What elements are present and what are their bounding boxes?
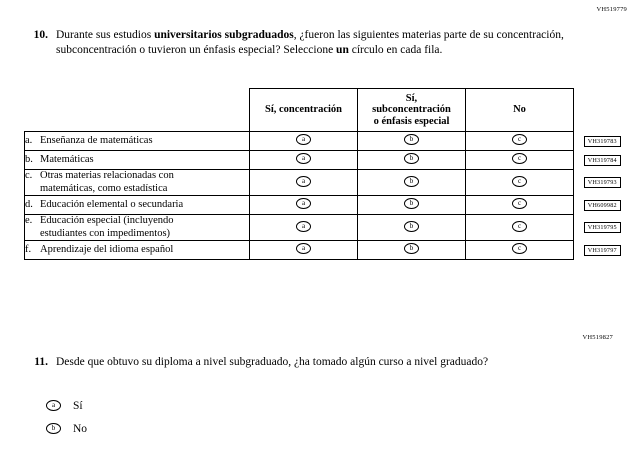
- question-10-matrix: [24, 88, 631, 260]
- q10-text-part3: círculo en cada fila.: [348, 43, 443, 56]
- row-label-f: [25, 241, 250, 260]
- matrix-header-sub-line3: o énfasis especial: [373, 115, 450, 127]
- row-letter-a: a.: [25, 134, 33, 146]
- matrix-header-no: No: [466, 89, 574, 132]
- row-text-c-line2: matemáticas, como estadística: [40, 182, 168, 194]
- matrix-header-subconcentracion: [358, 89, 466, 132]
- row-text-d: Educación elemental o secundaria: [40, 198, 184, 210]
- radio-bubble-icon[interactable]: b: [404, 153, 419, 164]
- radio-d-subconcentracion[interactable]: [358, 196, 466, 215]
- radio-bubble-icon[interactable]: a: [296, 243, 311, 254]
- row-code-a-text: VH319783: [584, 136, 621, 147]
- question-11-option-si-label: Sí: [73, 399, 83, 412]
- q10-text-part2: , ¿fueron las siguientes materias parte de su concentración, subconcentración o tuvieron un énfasis especial? Seleccione: [56, 29, 564, 56]
- row-text-f: Aprendizaje del idioma español: [40, 243, 174, 255]
- radio-bubble-icon[interactable]: b: [404, 198, 419, 209]
- row-letter-f: f.: [25, 243, 32, 255]
- radio-d-concentracion[interactable]: [250, 196, 358, 215]
- q10-text-part1: Durante sus estudios: [56, 29, 155, 41]
- radio-b-concentracion[interactable]: [250, 151, 358, 170]
- row-label-b: [25, 151, 250, 170]
- table-row: [25, 151, 631, 170]
- radio-bubble-icon[interactable]: a: [296, 198, 311, 209]
- row-text-c: Otras materias relacionadas con: [40, 170, 174, 181]
- row-label-c: [25, 170, 250, 196]
- row-text-b: Matemáticas: [40, 153, 94, 165]
- question-11-number: 11.: [34, 356, 48, 368]
- table-row: [25, 196, 631, 215]
- row-text-e-line2: estudiantes con impedimentos): [40, 227, 171, 239]
- radio-bubble-icon[interactable]: a: [296, 134, 311, 145]
- row-text-a: Enseñanza de matemáticas: [40, 134, 153, 146]
- matrix-header-row: [25, 89, 631, 132]
- question-10-block: [22, 28, 612, 57]
- radio-c-subconcentracion[interactable]: [358, 170, 466, 196]
- radio-a-no[interactable]: [466, 132, 574, 151]
- row-code-d: [574, 196, 631, 215]
- row-code-c: [574, 170, 631, 196]
- radio-f-no[interactable]: [466, 241, 574, 260]
- question-11-option-si[interactable]: [46, 394, 87, 417]
- matrix-header-sub-line1: Sí,: [405, 92, 418, 104]
- matrix-header-sub-line2: subconcentración: [372, 104, 451, 116]
- radio-e-concentracion[interactable]: [250, 215, 358, 241]
- radio-c-concentracion[interactable]: [250, 170, 358, 196]
- question-10-number: 10.: [33, 29, 48, 41]
- row-code-b-text: VH319784: [584, 155, 621, 166]
- row-label-a: [25, 132, 250, 151]
- row-label-e: [25, 215, 250, 241]
- radio-bubble-icon[interactable]: b: [404, 176, 419, 187]
- matrix-header-blank: [25, 89, 250, 132]
- row-letter-b: b.: [25, 153, 33, 165]
- question-11-code: VH519827: [582, 334, 613, 341]
- radio-bubble-icon[interactable]: b: [404, 134, 419, 145]
- radio-bubble-icon[interactable]: a: [46, 400, 61, 411]
- radio-bubble-icon[interactable]: b: [404, 221, 419, 232]
- page-top-code: VH519779: [596, 6, 627, 13]
- question-11-block: [22, 355, 592, 370]
- radio-bubble-icon[interactable]: a: [296, 221, 311, 232]
- row-label-d: [25, 196, 250, 215]
- radio-bubble-icon[interactable]: c: [512, 221, 527, 232]
- radio-bubble-icon[interactable]: a: [296, 176, 311, 187]
- question-11-option-no[interactable]: [46, 417, 87, 440]
- radio-e-no[interactable]: [466, 215, 574, 241]
- radio-e-subconcentracion[interactable]: [358, 215, 466, 241]
- question-11-answers: [46, 394, 87, 440]
- table-row: [25, 132, 631, 151]
- question-10-text: [56, 28, 612, 57]
- matrix-header-code-blank: [574, 89, 631, 132]
- radio-bubble-icon[interactable]: c: [512, 198, 527, 209]
- radio-c-no[interactable]: [466, 170, 574, 196]
- table-row: [25, 170, 631, 196]
- q10-text-bold1: universitarios subgraduados: [154, 29, 294, 41]
- radio-a-subconcentracion[interactable]: [358, 132, 466, 151]
- table-row: [25, 241, 631, 260]
- radio-bubble-icon[interactable]: b: [46, 423, 61, 434]
- question-11-option-no-label: No: [73, 422, 88, 435]
- radio-bubble-icon[interactable]: a: [296, 153, 311, 164]
- row-code-e-text: VH319795: [584, 222, 621, 233]
- radio-f-concentracion[interactable]: [250, 241, 358, 260]
- radio-bubble-icon[interactable]: c: [512, 153, 527, 164]
- q10-text-bold2: un: [336, 43, 349, 56]
- row-letter-e: e.: [25, 215, 33, 226]
- radio-b-subconcentracion[interactable]: [358, 151, 466, 170]
- row-letter-d: d.: [25, 198, 33, 210]
- row-code-e: [574, 215, 631, 241]
- row-code-f: [574, 241, 631, 260]
- radio-bubble-icon[interactable]: c: [512, 243, 527, 254]
- row-code-f-text: VH319797: [584, 245, 621, 256]
- radio-bubble-icon[interactable]: b: [404, 243, 419, 254]
- row-code-b: [574, 151, 631, 170]
- matrix-header-concentracion: Sí, concentración: [250, 89, 358, 132]
- radio-b-no[interactable]: [466, 151, 574, 170]
- row-letter-c: c.: [25, 170, 33, 181]
- radio-f-subconcentracion[interactable]: [358, 241, 466, 260]
- row-code-c-text: VH319793: [584, 177, 621, 188]
- question-11-text: Desde que obtuvo su diploma a nivel subgraduado, ¿ha tomado algún curso a nivel graduado?: [56, 356, 489, 368]
- row-text-e: Educación especial (incluyendo: [40, 215, 174, 226]
- row-code-d-text: VH609982: [584, 200, 621, 211]
- row-code-a: [574, 132, 631, 151]
- radio-a-concentracion[interactable]: [250, 132, 358, 151]
- radio-bubble-icon[interactable]: c: [512, 134, 527, 145]
- radio-d-no[interactable]: [466, 196, 574, 215]
- table-row: [25, 215, 631, 241]
- radio-bubble-icon[interactable]: c: [512, 176, 527, 187]
